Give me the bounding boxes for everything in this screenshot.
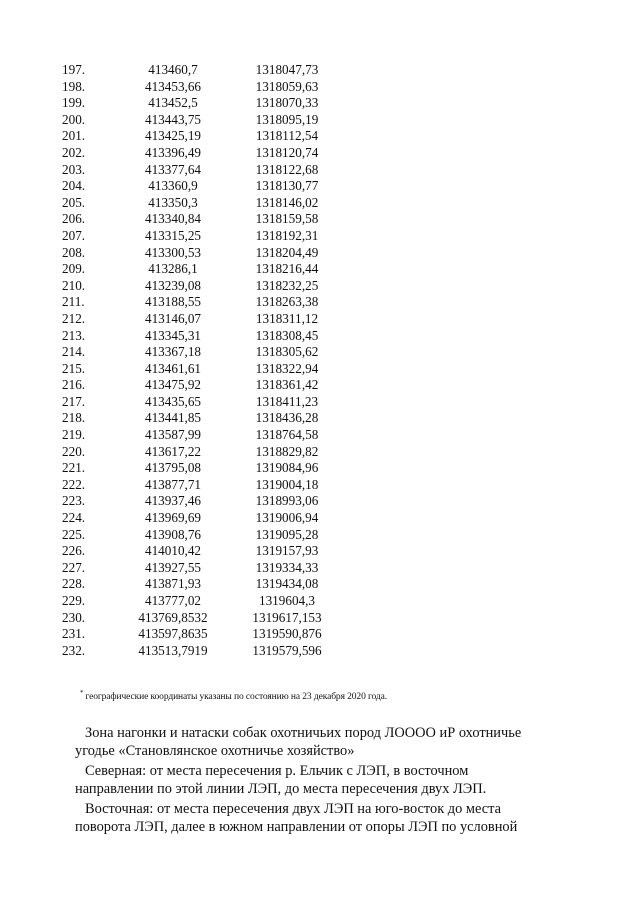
coordinate-x: 413777,02 <box>144 593 202 608</box>
table-row <box>62 510 340 527</box>
coordinate-x: 413345,31 <box>144 327 202 343</box>
coordinate-y: 1319084,96 <box>255 460 319 476</box>
coordinate-y: 1318095,19 <box>255 111 319 127</box>
coordinate-y: 1318263,38 <box>255 294 319 310</box>
coordinate-y: 1319590,876 <box>252 626 322 642</box>
point-number: 231. <box>62 626 86 642</box>
table-row <box>62 328 340 345</box>
table-row <box>62 560 340 577</box>
point-number: 197. <box>62 62 86 77</box>
table-row <box>62 377 340 394</box>
coordinate-y: 1318993,06 <box>255 493 319 509</box>
paragraph-line: Восточная: от места пересечения двух ЛЭП на юго-восток до места <box>85 801 502 817</box>
coordinate-y: 1318047,73 <box>255 62 319 77</box>
table-row <box>62 444 340 461</box>
coordinate-x: 413360,9 <box>148 178 198 194</box>
coordinate-x: 413937,46 <box>144 493 202 509</box>
coordinate-x: 413425,19 <box>144 128 202 144</box>
point-number: 230. <box>62 609 86 625</box>
point-number: 209. <box>62 261 86 277</box>
table-row <box>62 112 340 129</box>
point-number: 225. <box>62 526 86 542</box>
table-row <box>62 311 340 328</box>
paragraph-east-boundary <box>75 800 570 836</box>
table-row <box>62 460 340 477</box>
coordinate-y: 1319006,94 <box>255 510 319 526</box>
table-row <box>62 95 340 112</box>
point-number: 220. <box>62 443 86 459</box>
coordinate-y: 1318216,44 <box>255 261 319 277</box>
point-number: 213. <box>62 327 86 343</box>
point-number: 212. <box>62 310 86 326</box>
table-row <box>62 145 340 162</box>
coordinate-x: 413300,53 <box>144 244 202 260</box>
coordinate-x: 413367,18 <box>144 344 202 360</box>
paragraph-line: направлении по этой линии ЛЭП, до места пересечения двух ЛЭП. <box>75 781 487 797</box>
coordinate-y: 1318829,82 <box>255 443 319 459</box>
point-number: 228. <box>62 576 86 592</box>
table-row <box>62 79 340 96</box>
coordinate-y: 1318146,02 <box>255 194 319 210</box>
table-row <box>62 178 340 195</box>
coordinate-y: 1318308,45 <box>255 327 319 343</box>
coordinate-y: 1319604,3 <box>258 593 316 608</box>
point-number: 207. <box>62 227 86 243</box>
table-row <box>62 162 340 179</box>
coordinate-x: 413435,65 <box>144 393 202 409</box>
point-number: 204. <box>62 178 86 194</box>
table-row <box>62 344 340 361</box>
coordinate-y: 1319095,28 <box>255 526 319 542</box>
point-number: 227. <box>62 559 86 575</box>
coordinate-x: 413188,55 <box>144 294 202 310</box>
point-number: 222. <box>62 476 86 492</box>
coordinate-x: 413769,8532 <box>138 609 208 625</box>
coordinate-y: 1318311,12 <box>255 310 319 326</box>
coordinate-y: 1319434,08 <box>255 576 319 592</box>
table-row <box>62 278 340 295</box>
coordinate-y: 1318192,31 <box>255 227 319 243</box>
coordinate-y: 1318112,54 <box>255 128 319 144</box>
point-number: 218. <box>62 410 86 426</box>
coordinate-x: 413452,5 <box>148 95 198 111</box>
coordinate-x: 413597,8635 <box>138 626 208 642</box>
table-row <box>62 294 340 311</box>
coordinate-x: 413908,76 <box>144 526 202 542</box>
table-row <box>62 643 340 660</box>
point-number: 229. <box>62 593 86 608</box>
coordinates-table-body <box>62 62 340 659</box>
coordinate-x: 413315,25 <box>144 227 202 243</box>
table-row <box>62 228 340 245</box>
table-row <box>62 62 340 79</box>
table-row <box>62 128 340 145</box>
point-number: 210. <box>62 277 86 293</box>
coordinate-x: 413461,61 <box>144 360 202 376</box>
table-row <box>62 394 340 411</box>
point-number: 226. <box>62 543 86 559</box>
coordinate-y: 1318232,25 <box>255 277 319 293</box>
coordinate-x: 413377,64 <box>144 161 202 177</box>
coordinate-x: 413396,49 <box>144 144 202 160</box>
coordinate-x: 413350,3 <box>148 194 198 210</box>
point-number: 203. <box>62 161 86 177</box>
coordinate-x: 413927,55 <box>144 559 202 575</box>
coordinate-y: 1318305,62 <box>255 344 319 360</box>
point-number: 211. <box>62 294 85 310</box>
coordinate-x: 413795,08 <box>144 460 202 476</box>
coordinate-x: 413969,69 <box>144 510 202 526</box>
coordinate-y: 1318059,63 <box>255 78 319 94</box>
table-row <box>62 195 340 212</box>
table-row <box>62 361 340 378</box>
coordinate-x: 413587,99 <box>144 427 202 443</box>
coordinate-x: 413617,22 <box>144 443 202 459</box>
point-number: 217. <box>62 393 86 409</box>
coordinate-y: 1319617,153 <box>252 609 322 625</box>
table-row <box>62 261 340 278</box>
coordinate-y: 1319157,93 <box>255 543 319 559</box>
table-row <box>62 211 340 228</box>
table-row <box>62 493 340 510</box>
table-row <box>62 410 340 427</box>
coordinate-y: 1319334,33 <box>255 559 319 575</box>
coordinate-x: 413460,7 <box>148 62 198 77</box>
coordinate-y: 1318411,23 <box>255 393 319 409</box>
point-number: 201. <box>62 128 86 144</box>
coordinate-x: 413441,85 <box>144 410 202 426</box>
table-row <box>62 245 340 262</box>
coordinate-y: 1319004,18 <box>255 476 319 492</box>
point-number: 221. <box>62 460 86 476</box>
point-number: 206. <box>62 211 86 227</box>
table-row <box>62 477 340 494</box>
point-number: 199. <box>62 95 86 111</box>
table-row <box>62 626 340 643</box>
coordinate-y: 1318070,33 <box>255 95 319 111</box>
coordinate-y: 1318120,74 <box>255 144 319 160</box>
coordinate-x: 413146,07 <box>144 310 202 326</box>
paragraph-line: поворота ЛЭП, далее в южном направлении от опоры ЛЭП по условной <box>75 819 518 835</box>
paragraph-line: Зона нагонки и натаски собак охотничьих пород ЛОООО иР охотничье <box>85 725 522 741</box>
coordinate-x: 413239,08 <box>144 277 202 293</box>
point-number: 219. <box>62 427 86 443</box>
table-row <box>62 527 340 544</box>
coordinate-x: 413877,71 <box>144 476 202 492</box>
point-number: 215. <box>62 360 86 376</box>
table-row <box>62 593 340 610</box>
paragraph-zone-title <box>75 724 570 760</box>
point-number: 214. <box>62 344 86 360</box>
point-number: 205. <box>62 194 86 210</box>
coordinate-y: 1318122,68 <box>255 161 319 177</box>
point-number: 200. <box>62 111 86 127</box>
point-number: 208. <box>62 244 86 260</box>
paragraph-line: Северная: от места пересечения р. Ельчик с ЛЭП, в восточном <box>85 763 469 779</box>
paragraph-line: угодье «Становлянское охотничье хозяйство» <box>75 743 355 759</box>
point-number: 202. <box>62 144 86 160</box>
coordinate-y: 1318322,94 <box>255 360 319 376</box>
coordinates-table <box>62 62 340 659</box>
footnote-text: географические координаты указаны по состоянию на 23 декабря 2020 года. <box>85 692 388 702</box>
coordinate-y: 1318159,58 <box>255 211 319 227</box>
footnote-mark: * <box>80 689 84 697</box>
coordinate-y: 1318204,49 <box>255 244 319 260</box>
coordinate-x: 413513,7919 <box>138 642 208 658</box>
coordinate-x: 413340,84 <box>144 211 202 227</box>
coordinate-x: 413453,66 <box>144 78 202 94</box>
coordinate-x: 413475,92 <box>144 377 202 393</box>
point-number: 198. <box>62 78 86 94</box>
point-number: 224. <box>62 510 86 526</box>
table-row <box>62 576 340 593</box>
coordinate-x: 413286,1 <box>148 261 198 277</box>
point-number: 232. <box>62 642 86 658</box>
table-row <box>62 427 340 444</box>
coordinate-y: 1318764,58 <box>255 427 319 443</box>
coordinate-y: 1319579,596 <box>252 642 322 658</box>
paragraph-north-boundary <box>75 762 570 798</box>
point-number: 216. <box>62 377 86 393</box>
coordinate-x: 414010,42 <box>144 543 202 559</box>
point-number: 223. <box>62 493 86 509</box>
coordinate-y: 1318130,77 <box>255 178 319 194</box>
table-row <box>62 610 340 627</box>
coordinate-y: 1318436,28 <box>255 410 319 426</box>
coordinate-y: 1318361,42 <box>255 377 319 393</box>
footnote <box>80 689 387 702</box>
table-row <box>62 543 340 560</box>
coordinate-x: 413871,93 <box>144 576 202 592</box>
coordinate-x: 413443,75 <box>144 111 202 127</box>
